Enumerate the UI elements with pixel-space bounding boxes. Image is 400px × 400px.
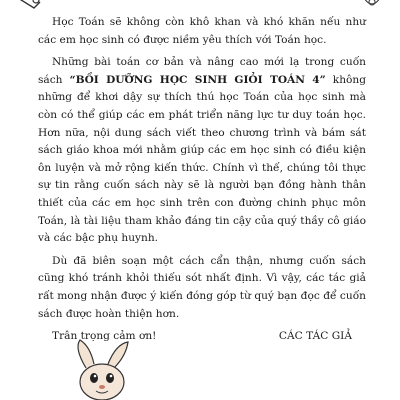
paragraph-3: Dù đã biên soạn một cách cẩn thận, nhưng cuốn sách cũng khó tránh khỏi thiếu sót nhất định. Vì vậy, các tác giả rất mong nhận được ý kiến đóng góp từ quý bạn đọc để cuốn sách được hoàn thiện hơn. [38,254,366,320]
book-title: “BỒI DƯỠNG HỌC SINH GIỎI TOÁN 4” [69,73,326,86]
paragraph-2 [38,54,366,248]
signature: CÁC TÁC GIẢ [278,330,352,342]
paragraph-1: Học Toán sẽ không còn khô khan và khó khăn nếu như các em học sinh có được niềm yêu thích với Toán học. [38,16,366,46]
bunny-illustration-icon [66,338,146,400]
flower-doodle-icon [358,0,386,14]
closing-line: Trân trọng cảm ơn! [52,330,157,343]
paragraph-2-intro: Những bài toán cơ bản và nâng cao mới lạ trong cuốn sách [38,56,366,86]
pencil-doodle-icon [14,0,54,14]
preface-body [38,14,366,351]
paragraph-2-rest: không những để khơi dậy sự thích thú học Toán của học sinh mà còn có thể giúp các em phát triển năng lực tư duy toán học. Hơn nữa, nội dung sách viết theo chương trình và bám sát sách giáo khoa mới nhằm giúp các em học sinh có điều kiện ôn luyện và mở rộng kiến thức. Chính vì thế, chúng tôi thực sự tin rằng cuốn sách này sẽ là người bạn đồng hành thân thiết của các em học sinh trên con đường chinh phục môn Toán, là tài liệu tham khảo đáng tin cậy của quý thầy cô giáo và các bậc phụ huynh. [38,73,366,245]
